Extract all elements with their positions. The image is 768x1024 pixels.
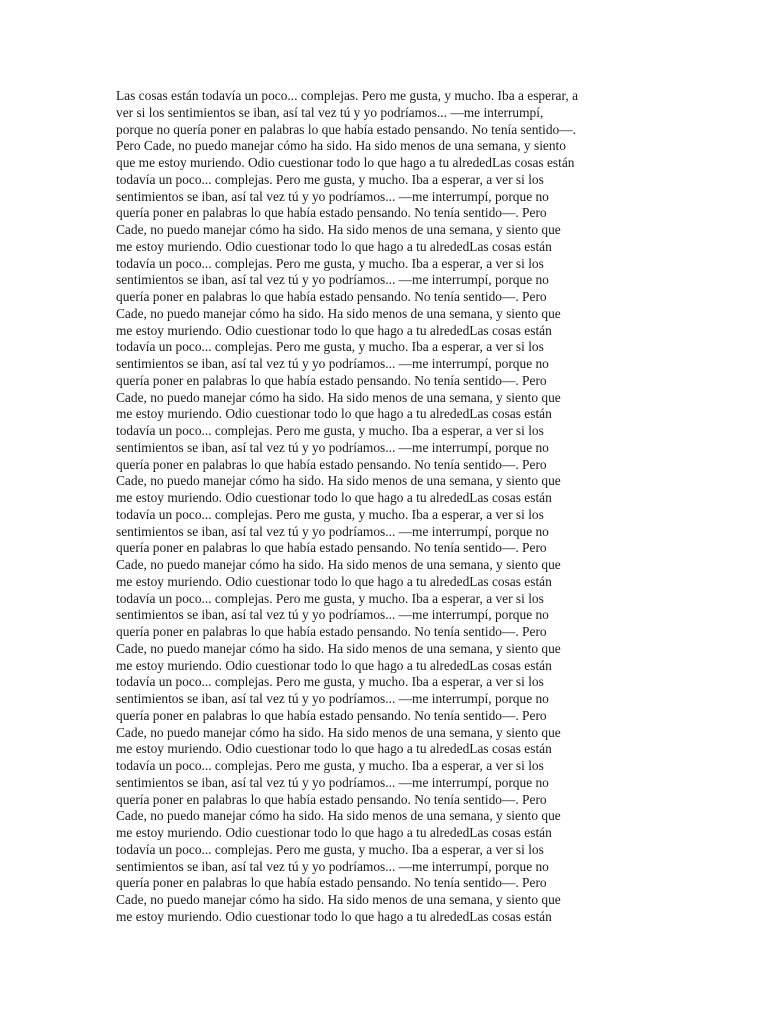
text-line: sentimientos se iban, así tal vez tú y yo podríamos... —me interrumpí, porque no xyxy=(116,272,549,288)
text-line: Cade, no puedo manejar cómo ha sido. Ha sido menos de una semana, y siento que xyxy=(116,808,561,824)
body-text xyxy=(116,88,661,926)
text-line: Cade, no puedo manejar cómo ha sido. Ha sido menos de una semana, y siento que xyxy=(116,305,561,321)
text-line: me estoy muriendo. Odio cuestionar todo lo que hago a tu alrededLas cosas están xyxy=(116,908,552,924)
text-line: sentimientos se iban, así tal vez tú y yo podríamos... —me interrumpí, porque no xyxy=(116,774,549,790)
text-line: todavía un poco... complejas. Pero me gusta, y mucho. Iba a esperar, a ver si los xyxy=(116,758,544,773)
text-line: quería poner en palabras lo que había estado pensando. No tenía sentido—. Pero xyxy=(116,205,547,221)
text-line: todavía un poco... complejas. Pero me gusta, y mucho. Iba a esperar, a ver si los xyxy=(116,506,544,522)
text-line: quería poner en palabras lo que había estado pensando. No tenía sentido—. Pero xyxy=(116,372,547,388)
text-line: quería poner en palabras lo que había estado pensando. No tenía sentido—. Pero xyxy=(116,875,547,891)
text-line: ver si los sentimientos se iban, así tal vez tú y yo podríamos... —me interrumpí, xyxy=(116,104,544,120)
text-line: sentimientos se iban, así tal vez tú y yo podríamos... —me interrumpí, porque no xyxy=(116,439,549,455)
text-line: que me estoy muriendo. Odio cuestionar todo lo que hago a tu alrededLas cosas están xyxy=(116,155,575,170)
text-line: Cade, no puedo manejar cómo ha sido. Ha sido menos de una semana, y siento que xyxy=(116,640,561,656)
text-line: me estoy muriendo. Odio cuestionar todo lo que hago a tu alrededLas cosas están xyxy=(116,322,552,338)
text-line: me estoy muriendo. Odio cuestionar todo lo que hago a tu alrededLas cosas están xyxy=(116,238,552,254)
text-line: Cade, no puedo manejar cómo ha sido. Ha sido menos de una semana, y siento que xyxy=(116,557,561,572)
text-line: sentimientos se iban, así tal vez tú y yo podríamos... —me interrumpí, porque no xyxy=(116,607,549,623)
text-line: quería poner en palabras lo que había estado pensando. No tenía sentido—. Pero xyxy=(116,540,547,556)
text-line: Cade, no puedo manejar cómo ha sido. Ha sido menos de una semana, y siento que xyxy=(116,892,561,907)
text-line: Cade, no puedo manejar cómo ha sido. Ha sido menos de una semana, y siento que xyxy=(116,724,561,740)
text-line: todavía un poco... complejas. Pero me gusta, y mucho. Iba a esperar, a ver si los xyxy=(116,674,544,690)
text-line: porque no quería poner en palabras lo que había estado pensando. No tenía sentido—. xyxy=(116,121,576,137)
text-line: me estoy muriendo. Odio cuestionar todo lo que hago a tu alrededLas cosas están xyxy=(116,741,552,757)
text-line: todavía un poco... complejas. Pero me gusta, y mucho. Iba a esperar, a ver si los xyxy=(116,590,544,606)
text-line: Cade, no puedo manejar cómo ha sido. Ha sido menos de una semana, y siento que xyxy=(116,473,561,489)
text-line: todavía un poco... complejas. Pero me gusta, y mucho. Iba a esperar, a ver si los xyxy=(116,841,544,857)
text-line: me estoy muriendo. Odio cuestionar todo lo que hago a tu alrededLas cosas están xyxy=(116,573,552,589)
text-line: me estoy muriendo. Odio cuestionar todo lo que hago a tu alrededLas cosas están xyxy=(116,657,552,673)
text-line: Cade, no puedo manejar cómo ha sido. Ha sido menos de una semana, y siento que xyxy=(116,389,561,405)
text-line: me estoy muriendo. Odio cuestionar todo lo que hago a tu alrededLas cosas están xyxy=(116,406,552,422)
text-line: sentimientos se iban, así tal vez tú y yo podríamos... —me interrumpí, porque no xyxy=(116,188,549,204)
text-line: quería poner en palabras lo que había estado pensando. No tenía sentido—. Pero xyxy=(116,624,547,639)
text-line: todavía un poco... complejas. Pero me gusta, y mucho. Iba a esperar, a ver si los xyxy=(116,171,544,187)
text-line: me estoy muriendo. Odio cuestionar todo lo que hago a tu alrededLas cosas están xyxy=(116,490,552,505)
text-line: sentimientos se iban, así tal vez tú y yo podríamos... —me interrumpí, porque no xyxy=(116,523,549,539)
text-line: todavía un poco... complejas. Pero me gusta, y mucho. Iba a esperar, a ver si los xyxy=(116,339,544,355)
text-line: Cade, no puedo manejar cómo ha sido. Ha sido menos de una semana, y siento que xyxy=(116,222,561,237)
text-line: quería poner en palabras lo que había estado pensando. No tenía sentido—. Pero xyxy=(116,456,547,472)
text-line: quería poner en palabras lo que había estado pensando. No tenía sentido—. Pero xyxy=(116,791,547,807)
text-line: Las cosas están todavía un poco... complejas. Pero me gusta, y mucho. Iba a esperar, a xyxy=(116,88,579,103)
text-line: sentimientos se iban, así tal vez tú y yo podríamos... —me interrumpí, porque no xyxy=(116,858,549,874)
text-line: me estoy muriendo. Odio cuestionar todo lo que hago a tu alrededLas cosas están xyxy=(116,825,552,840)
text-line: quería poner en palabras lo que había estado pensando. No tenía sentido—. Pero xyxy=(116,707,547,723)
text-line: todavía un poco... complejas. Pero me gusta, y mucho. Iba a esperar, a ver si los xyxy=(116,423,544,438)
text-line: todavía un poco... complejas. Pero me gusta, y mucho. Iba a esperar, a ver si los xyxy=(116,255,544,271)
text-line: Pero Cade, no puedo manejar cómo ha sido. Ha sido menos de una semana, y siento xyxy=(116,138,566,154)
text-line: quería poner en palabras lo que había estado pensando. No tenía sentido—. Pero xyxy=(116,289,547,304)
text-line: sentimientos se iban, así tal vez tú y yo podríamos... —me interrumpí, porque no xyxy=(116,691,549,706)
text-line: sentimientos se iban, así tal vez tú y yo podríamos... —me interrumpí, porque no xyxy=(116,356,549,371)
